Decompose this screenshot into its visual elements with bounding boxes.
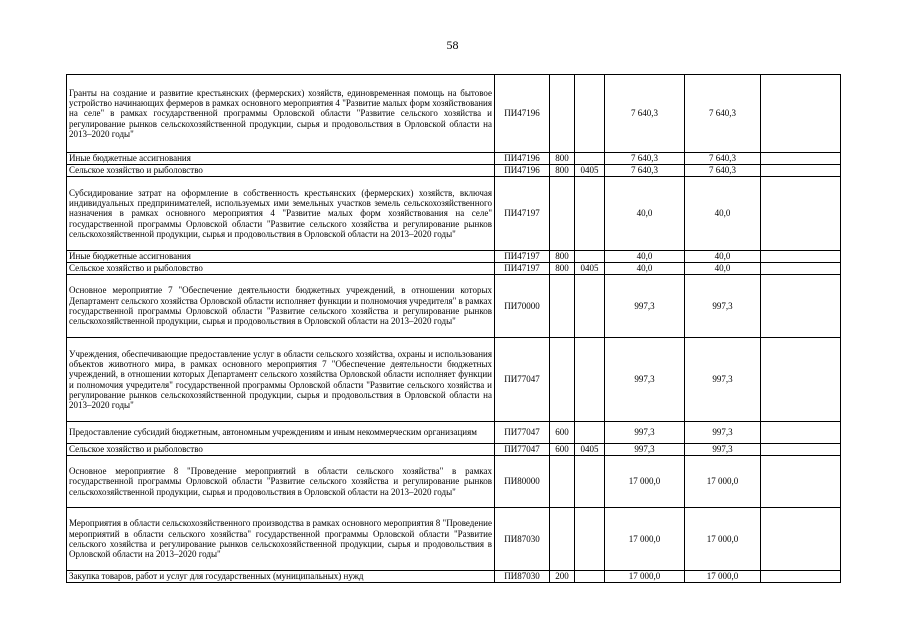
table-row	[67, 177, 841, 251]
row-name: Субсидирование затрат на оформление в собственность крестьянских (фермерских) хозяйств, включая индивидуальных предпринимателей, используемых ими земельных участков земель сельскохозяйственного назначения в рамках основного мероприятия 4 "Развитие малых форм хозяйствования на селе" государственной программы Орловской области "Развитие сельского хозяйства и регулирование рынков сельскохозяйственной продукции, сырья и продовольствия в Орловской области на 2013–2020 годы"	[67, 177, 495, 251]
row-target-code: ПИ87030	[495, 571, 550, 583]
row-expense-group: 800	[550, 263, 575, 275]
row-name: Сельское хозяйство и рыболовство	[67, 165, 495, 177]
table-row	[67, 275, 841, 338]
row-target-code: ПИ70000	[495, 275, 550, 338]
row-amount-3	[761, 75, 841, 153]
row-name: Закупка товаров, работ и услуг для государственных (муниципальных) нужд	[67, 571, 495, 583]
row-amount-3	[761, 263, 841, 275]
row-name: Гранты на создание и развитие крестьянских (фермерских) хозяйств, единовременная помощь на бытовое устройство начинающих фермеров в рамках основного мероприятия 4 "Развитие малых форм хозяйствования на селе" в рамках государственной программы Орловской области "Развитие сельского хозяйства и регулирование рынков сельскохозяйственной продукции, сырья и продовольствия в Орловской области на 2013–2020 годы"	[67, 75, 495, 153]
row-section-code	[575, 75, 605, 153]
row-amount-3	[761, 456, 841, 508]
row-name: Сельское хозяйство и рыболовство	[67, 444, 495, 456]
row-amount-3	[761, 571, 841, 583]
row-amount-3	[761, 275, 841, 338]
row-amount-1: 17 000,0	[605, 456, 685, 508]
row-amount-3	[761, 444, 841, 456]
row-amount-2: 17 000,0	[685, 571, 761, 583]
row-name: Иные бюджетные ассигнования	[67, 153, 495, 165]
row-amount-2: 40,0	[685, 263, 761, 275]
row-amount-2: 7 640,3	[685, 165, 761, 177]
row-amount-3	[761, 338, 841, 422]
row-section-code	[575, 275, 605, 338]
row-amount-2: 40,0	[685, 177, 761, 251]
row-target-code: ПИ77047	[495, 444, 550, 456]
row-target-code: ПИ47196	[495, 153, 550, 165]
table-row	[67, 153, 841, 165]
page-number: 58	[446, 38, 459, 52]
row-section-code: 0405	[575, 165, 605, 177]
row-expense-group	[550, 75, 575, 153]
row-amount-2: 40,0	[685, 251, 761, 263]
row-expense-group	[550, 177, 575, 251]
row-amount-1: 40,0	[605, 177, 685, 251]
row-expense-group: 600	[550, 422, 575, 444]
budget-table	[66, 74, 841, 583]
row-expense-group	[550, 275, 575, 338]
row-name: Учреждения, обеспечивающие предоставление услуг в области сельского хозяйства, охраны и использования объектов животного мира, в рамках основного мероприятия 7 "Обеспечение деятельности бюджетных учреждений, в отношении которых Департамент сельского хозяйства Орловской области исполняет функции и полномочия учредителя" государственной программы Орловской области "Развитие сельского хозяйства и регулирование рынков сельскохозяйственной продукции, сырья и продовольствия в Орловской области на 2013–2020 годы"	[67, 338, 495, 422]
row-amount-3	[761, 422, 841, 444]
row-amount-2: 17 000,0	[685, 456, 761, 508]
row-name: Сельское хозяйство и рыболовство	[67, 263, 495, 275]
row-amount-2: 17 000,0	[685, 508, 761, 571]
row-section-code: 0405	[575, 263, 605, 275]
row-section-code	[575, 153, 605, 165]
row-expense-group: 800	[550, 165, 575, 177]
table-row	[67, 338, 841, 422]
row-section-code	[575, 338, 605, 422]
table-row	[67, 571, 841, 583]
row-amount-3	[761, 177, 841, 251]
row-amount-2: 997,3	[685, 275, 761, 338]
row-target-code: ПИ47196	[495, 165, 550, 177]
row-target-code: ПИ47196	[495, 75, 550, 153]
row-amount-1: 17 000,0	[605, 571, 685, 583]
row-amount-1: 997,3	[605, 338, 685, 422]
row-amount-1: 997,3	[605, 275, 685, 338]
row-amount-2: 997,3	[685, 444, 761, 456]
row-expense-group: 600	[550, 444, 575, 456]
row-target-code: ПИ77047	[495, 338, 550, 422]
row-target-code: ПИ77047	[495, 422, 550, 444]
row-expense-group: 200	[550, 571, 575, 583]
row-section-code	[575, 177, 605, 251]
row-amount-3	[761, 165, 841, 177]
row-name: Мероприятия в области сельскохозяйственного производства в рамках основного мероприятия 8 "Проведение мероприятий в области сельского хозяйства" государственной программы Орловской области "Развитие сельского хозяйства и регулирование рынков сельскохозяйственной продукции, сырья и продовольствия в Орловской области на 2013–2020 годы"	[67, 508, 495, 571]
row-target-code: ПИ47197	[495, 251, 550, 263]
row-expense-group	[550, 508, 575, 571]
row-name: Основное мероприятие 7 "Обеспечение деятельности бюджетных учреждений, в отношении которых Департамент сельского хозяйства Орловской области исполняет функции и полномочия учредителя" в рамках государственной программы Орловской области "Развитие сельского хозяйства и регулирование рынков сельскохозяйственной продукции, сырья и продовольствия в Орловской области на 2013–2020 годы"	[67, 275, 495, 338]
row-section-code: 0405	[575, 444, 605, 456]
row-amount-2: 997,3	[685, 422, 761, 444]
row-target-code: ПИ47197	[495, 263, 550, 275]
table-row	[67, 444, 841, 456]
row-amount-3	[761, 508, 841, 571]
table-row	[67, 165, 841, 177]
row-amount-1: 7 640,3	[605, 75, 685, 153]
row-amount-1: 40,0	[605, 263, 685, 275]
table-row	[67, 263, 841, 275]
row-amount-3	[761, 251, 841, 263]
table-row	[67, 75, 841, 153]
row-amount-1: 17 000,0	[605, 508, 685, 571]
row-expense-group	[550, 338, 575, 422]
row-section-code	[575, 571, 605, 583]
table-row	[67, 422, 841, 444]
row-section-code	[575, 508, 605, 571]
row-expense-group: 800	[550, 153, 575, 165]
row-amount-1: 997,3	[605, 444, 685, 456]
row-expense-group	[550, 456, 575, 508]
row-expense-group: 800	[550, 251, 575, 263]
row-name: Основное мероприятие 8 "Проведение мероприятий в области сельского хозяйства" в рамках государственной программы Орловской области "Развитие сельского хозяйства и регулирование рынков сельскохозяйственной продукции, сырья и продовольствия в Орловской области на 2013–2020 годы"	[67, 456, 495, 508]
row-section-code	[575, 456, 605, 508]
row-target-code: ПИ87030	[495, 508, 550, 571]
row-target-code: ПИ47197	[495, 177, 550, 251]
row-section-code	[575, 422, 605, 444]
table-row	[67, 456, 841, 508]
row-amount-1: 40,0	[605, 251, 685, 263]
row-name: Иные бюджетные ассигнования	[67, 251, 495, 263]
table-row	[67, 508, 841, 571]
row-amount-2: 7 640,3	[685, 75, 761, 153]
row-target-code: ПИ80000	[495, 456, 550, 508]
row-amount-1: 997,3	[605, 422, 685, 444]
row-name: Предоставление субсидий бюджетным, автономным учреждениям и иным некоммерческим организациям	[67, 422, 495, 444]
row-amount-1: 7 640,3	[605, 153, 685, 165]
row-amount-2: 7 640,3	[685, 153, 761, 165]
row-amount-1: 7 640,3	[605, 165, 685, 177]
row-amount-2: 997,3	[685, 338, 761, 422]
row-amount-3	[761, 153, 841, 165]
table-row	[67, 251, 841, 263]
row-section-code	[575, 251, 605, 263]
